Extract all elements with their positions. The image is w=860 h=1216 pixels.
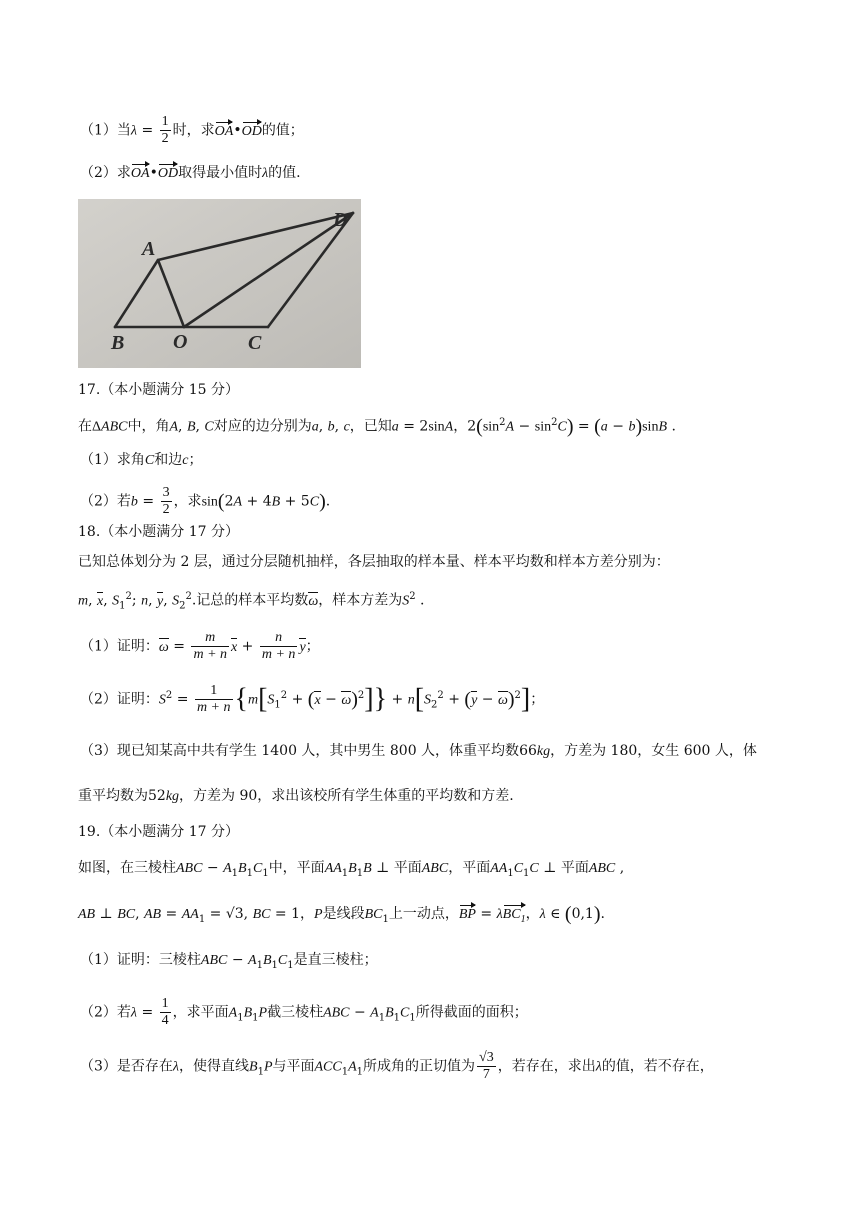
q18-stem-line1: 已知总体划分为 2 层，通过分层随机抽样，各层抽取的样本量、样本平均数和样本方差分别为： (78, 554, 670, 570)
q16-part2: （2）求OA•OD取得最小值时λ的值. (80, 163, 301, 184)
q17-stem: 在ΔABC中，角A, B, C对应的边分别为a, b, c，已知a = 2sinA，$2(\sin^2A - \sin^2C) = (a - b)\sin B$ . (78, 415, 676, 438)
label-A: A (142, 238, 156, 260)
geometry-figure-photo (78, 199, 361, 368)
q19-stem-line2: AB ⊥ BC, AB = $AA_1 = √3$, BC = 1，P是线段$BC_1$上一动点，BP = λBC$_1$，λ ∈ (0,1). (78, 904, 605, 930)
q16-part1: （1）当λ = $\frac{1}{2}$ 时，求OA•OD的值； (80, 114, 304, 146)
q18-stem-line2: m, x, $S_1^2$; n, y, $S_2^2$.记总的样本平均数ω，样本方差为$S^2$ . (78, 591, 425, 612)
q19-stem-line1: 如图，在三棱柱ABC − $A_1B_1C_1$中，平面$AA_1B_1B$ ⊥ 平面ABC，平面$AA_1C_1C$ ⊥ 平面ABC , (78, 860, 625, 879)
q19-header: 19.（本小题满分 17 分） (78, 824, 239, 840)
label-B: B (111, 332, 125, 354)
label-C: C (248, 332, 262, 354)
q18-part3-line1: （3）现已知某高中共有学生 1400 人，其中男生 800 人，体重平均数66kg，方差为 180，女生 600 人，体 (80, 743, 757, 759)
q17-part1: （1）求角C和边c； (80, 452, 203, 468)
q18-header: 18.（本小题满分 17 分） (78, 524, 239, 540)
q17-header: 17.（本小题满分 15 分） (78, 382, 239, 398)
q18-part1: （1）证明：ω = $\frac{m}{m + n}$ x + $\frac{n}{m + n}$ y； (80, 630, 320, 662)
q18-part2: （2）证明：$S^2$ = $\frac{1}{m + n}$ $\{m[S_1^2 + (x - \omega)^2]\} + n[S_2^2 + (y - \omega)^2]$； (80, 683, 545, 715)
label-O: O (173, 331, 188, 353)
q19-part1: （1）证明：三棱柱ABC − $A_1B_1C_1$是直三棱柱； (80, 952, 378, 971)
label-D: D (333, 209, 348, 231)
q19-part3: （3）是否存在λ，使得直线$B_1P$与平面$ACC_1A_1$所成角的正切值为 $\frac{√3}{7}$ ，若存在，求出λ的值，若不存在， (80, 1050, 714, 1082)
q17-part2: （2）若b = $\frac{3}{2}$ ，求sin(2A + 4B + 5C). (80, 485, 331, 517)
q19-part2: （2）若λ = $\frac{1}{4}$ ，求平面$A_1B_1P$截三棱柱ABC − $A_1B_1C_1$所得截面的面积； (80, 996, 528, 1028)
q18-part3-line2: 重平均数为52kg，方差为 90，求出该校所有学生体重的平均数和方差. (78, 788, 514, 804)
